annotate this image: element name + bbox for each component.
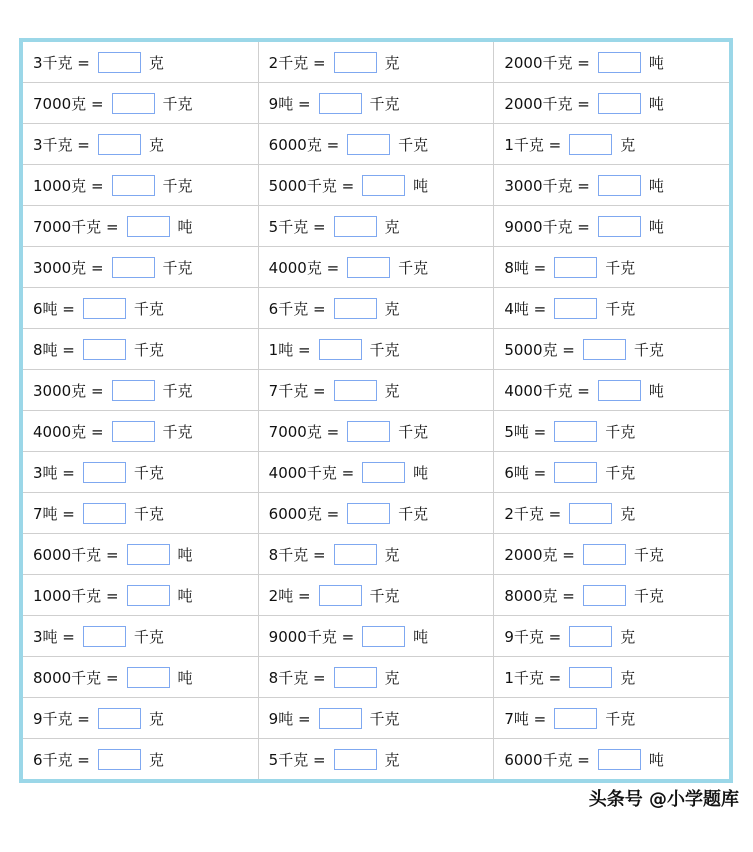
unit-label: 千克 [133, 504, 164, 523]
question-text: 7000千克 = [33, 217, 119, 236]
table-row [21, 370, 731, 411]
answer-input[interactable] [598, 175, 641, 196]
question-text: 2000千克 = [504, 94, 590, 113]
question-text: 2000千克 = [504, 53, 590, 72]
answer-input[interactable] [598, 380, 641, 401]
unit-label: 千克 [133, 627, 164, 646]
question-text: 3吨 = [33, 627, 75, 646]
answer-input[interactable] [319, 708, 362, 729]
question-text: 7吨 = [504, 709, 547, 728]
question-text: 1000千克 = [33, 586, 119, 605]
question-cell [494, 493, 731, 534]
question-text: 7吨 = [33, 504, 75, 523]
unit-label: 吨 [177, 217, 193, 236]
question-cell [494, 657, 731, 698]
answer-input[interactable] [112, 257, 155, 278]
question-text: 8千克 = [268, 545, 326, 564]
unit-label: 克 [148, 750, 164, 769]
question-cell [258, 452, 494, 493]
answer-input[interactable] [598, 93, 641, 114]
unit-label: 千克 [605, 709, 636, 728]
table-row [21, 40, 731, 83]
question-text: 8000千克 = [33, 668, 119, 687]
watermark-footer: 头条号 @小学题库 [588, 789, 739, 810]
unit-label: 千克 [162, 381, 193, 400]
unit-label: 克 [384, 668, 400, 687]
unit-label: 千克 [133, 299, 164, 318]
table-row [21, 739, 731, 782]
unit-label: 千克 [369, 586, 400, 605]
answer-input[interactable] [598, 216, 641, 237]
answer-input[interactable] [112, 93, 155, 114]
unit-label: 千克 [605, 258, 636, 277]
unit-label: 吨 [648, 53, 664, 72]
unit-label: 吨 [648, 94, 664, 113]
question-text: 2000克 = [504, 545, 575, 564]
unit-label: 千克 [398, 422, 429, 441]
question-text: 2千克 = [268, 53, 326, 72]
table-row [21, 288, 731, 329]
answer-input[interactable] [334, 216, 377, 237]
answer-input[interactable] [112, 175, 155, 196]
question-text: 3吨 = [33, 463, 75, 482]
question-text: 5千克 = [268, 750, 326, 769]
unit-label: 吨 [413, 176, 429, 195]
question-cell [494, 165, 731, 206]
question-cell [21, 288, 258, 329]
table-row [21, 411, 731, 452]
answer-input[interactable] [347, 257, 390, 278]
answer-input[interactable] [347, 503, 390, 524]
question-cell [21, 616, 258, 657]
question-cell [21, 124, 258, 165]
table-row [21, 165, 731, 206]
unit-label: 千克 [633, 586, 664, 605]
question-cell [258, 739, 494, 782]
answer-input[interactable] [334, 380, 377, 401]
answer-input[interactable] [334, 544, 377, 565]
question-cell [494, 534, 731, 575]
answer-input[interactable] [83, 503, 126, 524]
question-text: 6吨 = [504, 463, 547, 482]
answer-input[interactable] [112, 421, 155, 442]
unit-label: 千克 [605, 299, 636, 318]
answer-input[interactable] [127, 667, 170, 688]
answer-input[interactable] [362, 175, 405, 196]
answer-input[interactable] [83, 462, 126, 483]
unit-label: 千克 [369, 340, 400, 359]
answer-input[interactable] [112, 380, 155, 401]
question-cell [21, 206, 258, 247]
answer-input[interactable] [98, 134, 141, 155]
unit-label: 千克 [369, 709, 400, 728]
answer-input[interactable] [127, 544, 170, 565]
question-text: 4000千克 = [504, 381, 590, 400]
question-cell [494, 739, 731, 782]
unit-label: 克 [384, 381, 400, 400]
question-cell [21, 698, 258, 739]
question-text: 8吨 = [33, 340, 75, 359]
question-cell [494, 370, 731, 411]
unit-label: 千克 [162, 94, 193, 113]
unit-label: 千克 [162, 258, 193, 277]
unit-label: 克 [620, 504, 636, 523]
question-text: 6千克 = [33, 750, 90, 769]
unit-label: 千克 [369, 94, 400, 113]
answer-input[interactable] [583, 339, 626, 360]
question-cell [494, 616, 731, 657]
question-text: 7千克 = [268, 381, 326, 400]
question-text: 1吨 = [268, 340, 311, 359]
question-text: 8000克 = [504, 586, 575, 605]
answer-input[interactable] [83, 339, 126, 360]
question-text: 3千克 = [33, 53, 90, 72]
answer-input[interactable] [334, 667, 377, 688]
unit-label: 千克 [398, 258, 429, 277]
unit-label: 吨 [413, 463, 429, 482]
unit-label: 吨 [648, 381, 664, 400]
question-cell [258, 206, 494, 247]
question-text: 6吨 = [33, 299, 75, 318]
unit-label: 克 [620, 135, 636, 154]
question-text: 4000克 = [268, 258, 340, 277]
unit-label: 克 [148, 709, 164, 728]
answer-input[interactable] [362, 626, 405, 647]
unit-label: 千克 [133, 340, 164, 359]
unit-label: 吨 [177, 586, 193, 605]
question-cell [21, 83, 258, 124]
unit-label: 克 [384, 217, 400, 236]
question-cell [21, 493, 258, 534]
answer-input[interactable] [347, 421, 390, 442]
question-text: 7000克 = [268, 422, 340, 441]
question-cell [494, 698, 731, 739]
question-text: 6000千克 = [504, 750, 590, 769]
answer-input[interactable] [554, 462, 597, 483]
question-text: 1千克 = [504, 668, 562, 687]
table-row [21, 452, 731, 493]
question-cell [258, 698, 494, 739]
answer-input[interactable] [569, 667, 612, 688]
table-row [21, 124, 731, 165]
question-cell [494, 247, 731, 288]
answer-input[interactable] [98, 52, 141, 73]
answer-input[interactable] [554, 257, 597, 278]
question-text: 3000克 = [33, 258, 104, 277]
answer-input[interactable] [319, 93, 362, 114]
question-cell [258, 411, 494, 452]
question-text: 4000克 = [33, 422, 104, 441]
question-cell [494, 83, 731, 124]
question-text: 9吨 = [268, 94, 311, 113]
question-text: 8千克 = [268, 668, 326, 687]
unit-label: 克 [384, 299, 400, 318]
question-cell [258, 288, 494, 329]
question-text: 4吨 = [504, 299, 547, 318]
table-row [21, 616, 731, 657]
unit-label: 克 [384, 750, 400, 769]
question-cell [21, 40, 258, 83]
answer-input[interactable] [569, 503, 612, 524]
question-cell [494, 452, 731, 493]
question-text: 8吨 = [504, 258, 547, 277]
answer-input[interactable] [83, 626, 126, 647]
unit-label: 吨 [413, 627, 429, 646]
table-row [21, 329, 731, 370]
table-row [21, 575, 731, 616]
unit-label: 千克 [398, 504, 429, 523]
question-cell [21, 370, 258, 411]
question-cell [258, 83, 494, 124]
answer-input[interactable] [334, 298, 377, 319]
question-cell [494, 575, 731, 616]
unit-label: 吨 [177, 668, 193, 687]
worksheet-table [19, 38, 733, 783]
unit-label: 克 [620, 627, 636, 646]
question-text: 3000克 = [33, 381, 104, 400]
question-text: 3000千克 = [504, 176, 590, 195]
answer-input[interactable] [319, 585, 362, 606]
unit-label: 克 [148, 135, 164, 154]
unit-label: 千克 [398, 135, 429, 154]
answer-input[interactable] [83, 298, 126, 319]
unit-label: 克 [148, 53, 164, 72]
question-text: 4000千克 = [268, 463, 355, 482]
unit-label: 克 [384, 545, 400, 564]
unit-label: 千克 [162, 422, 193, 441]
question-text: 1千克 = [504, 135, 562, 154]
answer-input[interactable] [554, 421, 597, 442]
unit-label: 千克 [605, 422, 636, 441]
answer-input[interactable] [362, 462, 405, 483]
question-text: 6000克 = [268, 135, 340, 154]
question-text: 9000千克 = [268, 627, 355, 646]
answer-input[interactable] [583, 585, 626, 606]
question-cell [494, 329, 731, 370]
question-cell [21, 657, 258, 698]
unit-label: 克 [620, 668, 636, 687]
question-cell [21, 452, 258, 493]
answer-input[interactable] [127, 585, 170, 606]
table-row [21, 657, 731, 698]
question-cell [258, 329, 494, 370]
question-text: 5千克 = [268, 217, 326, 236]
question-cell [494, 206, 731, 247]
unit-label: 吨 [648, 217, 664, 236]
question-cell [258, 124, 494, 165]
answer-input[interactable] [554, 298, 597, 319]
answer-input[interactable] [98, 708, 141, 729]
question-text: 9000千克 = [504, 217, 590, 236]
question-text: 6000千克 = [33, 545, 119, 564]
unit-label: 千克 [605, 463, 636, 482]
question-cell [21, 739, 258, 782]
question-text: 9千克 = [504, 627, 562, 646]
table-row [21, 83, 731, 124]
table-row [21, 698, 731, 739]
question-cell [494, 411, 731, 452]
unit-label: 千克 [633, 340, 664, 359]
question-cell [258, 370, 494, 411]
question-cell [21, 329, 258, 370]
question-text: 5吨 = [504, 422, 547, 441]
question-cell [258, 657, 494, 698]
question-cell [258, 616, 494, 657]
answer-input[interactable] [569, 134, 612, 155]
question-text: 9吨 = [268, 709, 311, 728]
unit-label: 吨 [177, 545, 193, 564]
question-text: 6千克 = [268, 299, 326, 318]
unit-label: 千克 [133, 463, 164, 482]
table-row [21, 206, 731, 247]
question-text: 3千克 = [33, 135, 90, 154]
question-cell [258, 165, 494, 206]
table-row [21, 247, 731, 288]
unit-label: 吨 [648, 750, 664, 769]
answer-input[interactable] [598, 52, 641, 73]
question-cell [21, 165, 258, 206]
question-cell [21, 247, 258, 288]
question-cell [258, 575, 494, 616]
question-text: 5000千克 = [268, 176, 355, 195]
answer-input[interactable] [554, 708, 597, 729]
question-cell [494, 124, 731, 165]
unit-label: 吨 [648, 176, 664, 195]
unit-label: 克 [384, 53, 400, 72]
answer-input[interactable] [127, 216, 170, 237]
unit-label: 千克 [162, 176, 193, 195]
question-cell [258, 40, 494, 83]
unit-label: 千克 [633, 545, 664, 564]
table-row [21, 493, 731, 534]
question-cell [494, 288, 731, 329]
answer-input[interactable] [583, 544, 626, 565]
table-row [21, 534, 731, 575]
question-text: 6000克 = [268, 504, 340, 523]
question-text: 7000克 = [33, 94, 104, 113]
question-cell [258, 534, 494, 575]
answer-input[interactable] [319, 339, 362, 360]
question-text: 2吨 = [268, 586, 311, 605]
answer-input[interactable] [334, 52, 377, 73]
question-cell [21, 534, 258, 575]
question-cell [494, 40, 731, 83]
question-text: 9千克 = [33, 709, 90, 728]
question-cell [21, 575, 258, 616]
question-text: 2千克 = [504, 504, 562, 523]
answer-input[interactable] [569, 626, 612, 647]
answer-input[interactable] [598, 749, 641, 770]
answer-input[interactable] [334, 749, 377, 770]
question-cell [258, 493, 494, 534]
answer-input[interactable] [347, 134, 390, 155]
question-cell [258, 247, 494, 288]
question-text: 5000克 = [504, 340, 575, 359]
question-cell [21, 411, 258, 452]
answer-input[interactable] [98, 749, 141, 770]
question-text: 1000克 = [33, 176, 104, 195]
